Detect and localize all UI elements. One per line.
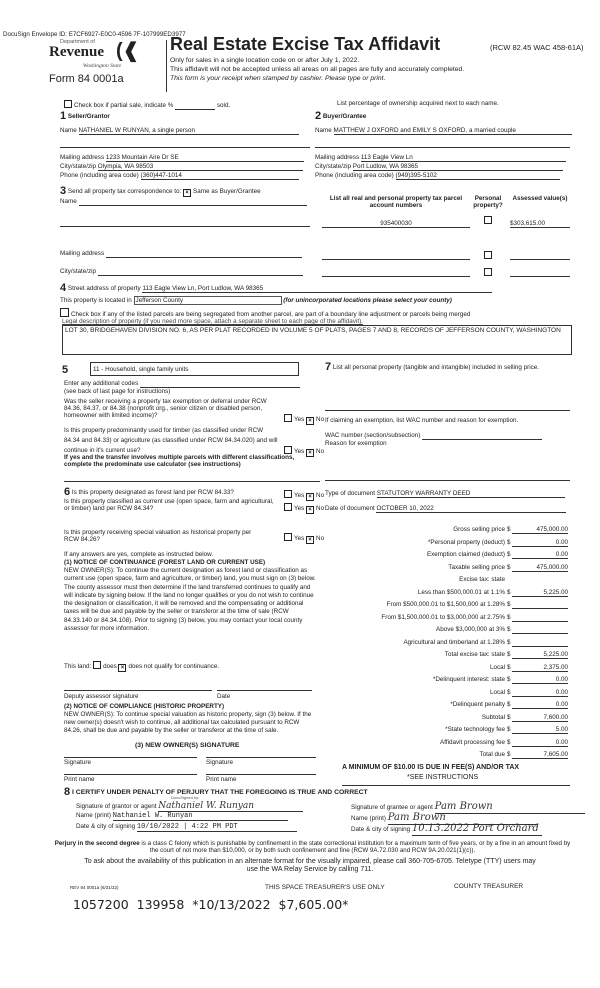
segregated-checkbox[interactable] xyxy=(60,308,69,317)
see-instructions: *SEE INSTRUCTIONS xyxy=(407,774,479,781)
legal-description-text: LOT 30, BRIDGEHAVEN DIVISION NO. 6, AS PER PLAT RECORDED IN VOLUME 5 OF PLATS, PAGES 7 AND 8, RECORDS OF JEFFERSON COUNTY, WASHINGTON xyxy=(65,327,561,334)
same-as-buyer-checkbox[interactable]: × xyxy=(183,189,191,197)
sec3-mail-field[interactable] xyxy=(106,250,302,258)
minimum-divider xyxy=(342,785,570,786)
forest-question: 6 Is this property designated as forest land per RCW 84.33? xyxy=(64,486,234,498)
tax-row-value[interactable] xyxy=(512,601,568,609)
county-treasurer-label: COUNTY TREASURER xyxy=(454,883,524,890)
personal-property-label: 7 List all personal property (tangible and intangible) included in selling price. xyxy=(325,361,540,373)
dept-label: Department of xyxy=(60,39,95,45)
grantor-date-field[interactable]: 10/10/2022 | 4:22 PM PDT xyxy=(137,823,297,832)
current-use-no-checkbox[interactable]: × xyxy=(306,506,314,514)
tax-row-value[interactable]: 5,225.00 xyxy=(512,589,568,597)
grantee-name-field[interactable]: Pam Brown xyxy=(388,812,538,825)
buyer-phone-row: Phone (including area code) (949)395-5102 xyxy=(315,172,560,180)
tax-row-value[interactable]: 0.00 xyxy=(512,676,568,684)
grantee-signature-row: Signature of grantee or agent Pam Brown xyxy=(351,801,585,814)
signature-label-1: Signature xyxy=(64,759,91,766)
exemption-yes-no: Yes × No xyxy=(284,414,324,425)
buyer-city-row: City/state/zip Port Ludlow, WA 98365 xyxy=(315,163,563,171)
notice-compliance-title: (2) NOTICE OF COMPLIANCE (HISTORIC PROPERTY) xyxy=(64,703,225,710)
perjury-notice: Perjury in the second degree is a class C felony which is punishable by confinement in the state correctional institution for a maximum term of five years, or by a fine in an amount fixed by the court of not more than $10,000, or by both such confinement and fine (RCW 9A.72.030 and RCW 9A.20.021(1)(c)). xyxy=(54,840,571,855)
grantor-date-row: Date & city of signing 10/10/2022 | 4:22 PM PDT xyxy=(76,823,297,832)
header-line-1: Only for sales in a single location code on or after July 1, 2022. xyxy=(170,57,360,64)
docusigned-label: DocuSigned by: xyxy=(171,795,200,800)
tax-row-value[interactable]: 475,000.00 xyxy=(512,526,568,534)
seller-city-row: City/state/zip Olympia, WA 98503 xyxy=(60,163,303,171)
logo-mark-icon: (❰ xyxy=(116,40,140,62)
revision-label: REV 84 0001a (6/31/22) xyxy=(70,885,119,890)
historical-no-checkbox[interactable]: × xyxy=(306,536,314,544)
currency-symbol: $ xyxy=(507,751,511,758)
additional-codes-row: Enter any additional codes xyxy=(64,380,300,388)
partial-percent-field[interactable] xyxy=(175,102,215,110)
seller-phone-row: Phone (including area code) (360)447-1014 xyxy=(60,172,299,180)
ownership-note: List percentage of ownership acquired next to each name. xyxy=(337,100,499,107)
tax-row-value[interactable]: 0.00 xyxy=(512,689,568,697)
current-use-question: Is this property classified as current use (open space, farm and agricultural, or timber) land per RCW 84.34? xyxy=(64,498,274,513)
segregated-row: Check box if any of the listed parcels are being segregated from another parcel, are part of a boundary line adjustment or parcels being merged xyxy=(60,308,470,318)
rcw-reference: (RCW 82.45 WAC 458-61A) xyxy=(490,43,584,52)
certify-statement: 8 I CERTIFY UNDER PENALTY OF PERJURY THAT THE FOREGOING IS TRUE AND CORRECT xyxy=(64,786,368,798)
forest-no-checkbox[interactable]: × xyxy=(306,493,314,501)
grantee-date-field[interactable]: 10.13.2022 Port Orchard xyxy=(412,823,542,836)
tax-row-label: Agricultural and timberland at 1.28% xyxy=(403,638,505,646)
tax-row-value[interactable]: 0.00 xyxy=(512,551,568,559)
historical-yes-checkbox[interactable] xyxy=(284,533,292,541)
buyer-name-field[interactable]: MATTHEW J OXFORD and EMILY S OXFORD, a married couple xyxy=(334,127,572,135)
sec3-city-row: City/state/zip xyxy=(60,268,303,276)
partial-label: Check box if partial sale, indicate % xyxy=(74,102,174,109)
partial-sale-checkbox[interactable] xyxy=(64,100,72,108)
exemption-claim-label: If claiming an exemption, list WAC number and reason for exemption. xyxy=(325,417,519,424)
tax-row-label: From $500,000.01 to $1,500,000 at 1.28% xyxy=(386,601,505,608)
tax-row-value[interactable]: 0.00 xyxy=(512,539,568,547)
currency-symbol: $ xyxy=(507,626,511,633)
header-line-2: This affidavit will not be accepted unless all areas on all pages are fully and accurately completed. xyxy=(170,66,465,73)
land-use-select[interactable] xyxy=(90,362,299,376)
seller-city-field[interactable]: Olympia, WA 98503 xyxy=(98,163,303,171)
currency-symbol: $ xyxy=(507,538,511,546)
tax-row-label: *State technology fee xyxy=(445,726,505,733)
assessed-value-header: Assessed value(s) xyxy=(512,195,568,202)
currency-symbol: $ xyxy=(507,563,511,571)
does-checkbox[interactable] xyxy=(93,661,101,669)
currency-symbol: $ xyxy=(507,613,511,621)
treasurer-use-label: THIS SPACE TREASURER'S USE ONLY xyxy=(265,884,385,891)
seller-phone-field[interactable]: (360)447-1014 xyxy=(141,172,299,180)
street-address-field[interactable]: 113 Eagle View Ln, Port Ludlow, WA 98365 xyxy=(142,285,492,293)
historical-yes-no: Yes × No xyxy=(284,533,324,544)
current-use-yes-checkbox[interactable] xyxy=(284,503,292,511)
currency-symbol: $ xyxy=(507,713,511,721)
tax-row-label: Gross selling price xyxy=(453,526,505,533)
historical-question: Is this property receiving special valuation as historical property per RCW 84.26? xyxy=(64,529,252,544)
legal-description-field[interactable] xyxy=(62,325,572,355)
currency-symbol: $ xyxy=(507,738,511,746)
grantor-name-row: Name (print) Nathaniel W. Runyan xyxy=(76,812,288,821)
print-name-label-1: Print name xyxy=(64,776,95,783)
tax-row-value[interactable] xyxy=(512,614,568,622)
seller-name-row: Name NATHANIEL W RUNYAN, a single person xyxy=(60,127,299,135)
currency-symbol: $ xyxy=(507,663,511,671)
timber-yes-checkbox[interactable] xyxy=(284,446,292,454)
currency-symbol: $ xyxy=(507,551,511,558)
print-name-label-2: Print name xyxy=(206,776,237,783)
buyer-phone-field[interactable]: (949)395-5102 xyxy=(396,172,560,180)
reason-label: Reason for exemption xyxy=(325,440,387,447)
value-line-2 xyxy=(510,259,570,260)
sec3-city-field[interactable] xyxy=(98,268,303,276)
tax-row-label: Affidavit processing fee xyxy=(440,738,505,746)
tax-row-label: Exemption claimed (deduct) xyxy=(426,551,505,558)
currency-symbol: $ xyxy=(507,688,511,696)
buyer-mail-row: Mailing address 113 Eagle View Ln xyxy=(315,154,566,162)
assessed-value-field[interactable]: $303,615.00 xyxy=(510,220,570,228)
additional-codes-field[interactable] xyxy=(140,380,300,388)
grantee-signature[interactable]: Pam Brown xyxy=(435,801,585,814)
sec3-name-row: Name xyxy=(60,198,307,206)
seller-mail-field[interactable]: 1233 Mountain Aire Dr SE xyxy=(106,154,304,162)
signature-label-2: Signature xyxy=(206,759,233,766)
currency-symbol: $ xyxy=(507,676,511,683)
cashier-stamp: 1057200 139958 *10/13/2022 $7,605.00* xyxy=(73,897,349,912)
parcel-line-2 xyxy=(322,259,470,260)
seller-name-line2 xyxy=(60,147,310,148)
grantee-name-row: Name (print) Pam Brown xyxy=(351,812,538,825)
tax-row-value[interactable]: 2,375.00 xyxy=(512,664,568,672)
doc-date-field[interactable]: OCTOBER 10, 2022 xyxy=(376,505,566,513)
predominate-use-note: If yes and the transfer involves multiple parcels with different classifications, complete the predominate use calculator (see instructions) xyxy=(64,454,295,469)
grantee-date-row: Date & city of signing 10.13.2022 Port Orchard xyxy=(351,823,542,836)
print-name-line-1[interactable] xyxy=(64,774,197,775)
header-divider xyxy=(166,40,167,92)
tax-row-label: Taxable selling price xyxy=(448,563,505,571)
tax-row-value[interactable]: 0.00 xyxy=(512,739,568,747)
exemption-yes-checkbox[interactable] xyxy=(284,414,292,422)
page-title: Real Estate Excise Tax Affidavit xyxy=(170,34,441,54)
seller-heading: 1 Seller/Grantor xyxy=(60,110,110,122)
legal-description-label: Legal description of property (if you need more space, attach a separate sheet to each page of the affidavit). xyxy=(62,318,363,325)
personal-property-header: Personal property? xyxy=(473,195,503,210)
grantor-name-field[interactable]: Nathaniel W. Runyan xyxy=(113,812,288,821)
tax-row-label: Above $3,000,000 at 3% xyxy=(436,626,505,633)
sec3-name-field[interactable] xyxy=(79,198,307,206)
parcel-line-3 xyxy=(322,276,470,277)
new-owner-signature-title: (3) NEW OWNER(S) SIGNATURE xyxy=(135,742,240,749)
currency-symbol: $ xyxy=(507,638,511,646)
minimum-due-note: A MINIMUM OF $10.00 IS DUE IN FEE(S) AND/OR TAX xyxy=(342,764,520,771)
seller-mail-row: Mailing address 1233 Mountain Aire Dr SE xyxy=(60,154,304,162)
wac-row: WAC number (section/subsection) xyxy=(325,432,542,440)
if-any-yes: If any answers are yes, complete as instructed below. xyxy=(64,551,214,558)
owner-signature-line-1[interactable] xyxy=(64,757,197,758)
buyer-mail-field[interactable]: 113 Eagle View Ln xyxy=(361,154,566,162)
buyer-name-row: Name MATTHEW J OXFORD and EMILY S OXFORD, a married couple xyxy=(315,127,572,135)
county-row: This property is located in Jefferson County (for unincorporated locations please select your county) xyxy=(60,297,452,304)
tax-row-label: From $1,500,000.01 to $3,000,000 at 2.75% xyxy=(381,613,505,621)
doc-type-row: Type of document STATUTORY WARRANTY DEED xyxy=(325,490,565,498)
parcel-number-field[interactable]: 935400030 xyxy=(322,220,470,228)
sec5-divider xyxy=(64,481,320,482)
buyer-heading: 2 Buyer/Grantee xyxy=(315,110,367,122)
county-select[interactable]: Jefferson County xyxy=(134,296,282,305)
doc-type-field[interactable]: STATUTORY WARRANTY DEED xyxy=(377,490,565,498)
timber-question: Is this property predominantly used for timber (as classified under RCW 84.34 and 84.33) or agriculture (as classified under RCW 84.34.020) and will continue in it's current use? xyxy=(64,427,278,455)
sec3-mail-row: Mailing address xyxy=(60,250,302,258)
tax-row-label: Local xyxy=(489,663,505,671)
tax-row-label: Subtotal xyxy=(481,713,505,721)
sec5-number: 5 xyxy=(62,364,69,376)
header-line-3: This form is your receipt when stamped by cashier. Please type or print. xyxy=(170,75,386,82)
street-address-row: 4 Street address of property 113 Eagle View Ln, Port Ludlow, WA 98365 xyxy=(60,282,492,295)
tax-row-label: Local xyxy=(489,688,505,696)
partial-sale-row xyxy=(64,100,230,110)
tax-row-value[interactable]: 475,000.00 xyxy=(512,564,568,572)
tax-row-value[interactable] xyxy=(512,639,568,647)
personal-property-checkbox-2[interactable] xyxy=(484,251,494,260)
tax-row-value[interactable] xyxy=(512,626,568,634)
tax-row-label: Total due xyxy=(479,751,505,758)
grantor-signature[interactable]: Nathaniel W. Runyan xyxy=(158,801,303,812)
tax-row-value[interactable]: 7,605.00 xyxy=(512,751,568,759)
personal-property-checkbox-3[interactable] xyxy=(484,268,494,277)
personal-property-checkbox[interactable] xyxy=(484,216,494,225)
forest-yes-no: Yes × No xyxy=(284,490,324,501)
tax-row-label: Excise tax: state xyxy=(459,576,505,583)
does-not-checkbox[interactable]: × xyxy=(118,664,126,672)
notice-continuance-title: (1) NOTICE OF CONTINUANCE (FOREST LAND OR CURRENT USE) xyxy=(64,559,266,566)
tax-row-label: Total excise tax: state xyxy=(444,651,505,658)
notice-compliance-text: NEW OWNER(S): To continue special valuation as historic property, sign (3) below. If the new owner(s) doesn't wish to continue, all additional tax calculated pursuant to RCW 84.26, shall be due and payable by the seller or transferor at the time of sale. xyxy=(64,711,312,735)
tax-row-label: *Delinquent interest: state xyxy=(432,676,505,683)
currency-symbol: $ xyxy=(507,651,511,658)
exemption-question: Was the seller receiving a property tax exemption or deferral under RCW 84.36, 84.37, or 84.38 (nonprofit org., senior citizen or disabled person, homeowner with limited income)? xyxy=(64,398,267,420)
codes-note: (see back of last page for instructions) xyxy=(64,388,171,395)
print-name-line-2[interactable] xyxy=(206,774,316,775)
deputy-signature-line[interactable] xyxy=(64,690,212,691)
sec3-heading: 3 Send all property tax correspondence to: × Same as Buyer/Grantee xyxy=(60,185,261,197)
wac-number-field[interactable] xyxy=(422,432,542,440)
deputy-date-label: Date xyxy=(217,693,231,700)
sec3-line xyxy=(60,226,310,227)
value-line-3 xyxy=(510,276,570,277)
tax-row-value[interactable]: 0.00 xyxy=(512,701,568,709)
form-number: Form 84 0001a xyxy=(49,73,124,85)
seller-name-field[interactable]: NATHANIEL W RUNYAN, a single person xyxy=(79,127,299,135)
land-qualify-row: This land: does × does not qualify for continuance. xyxy=(64,663,220,671)
forest-yes-checkbox[interactable] xyxy=(284,490,292,498)
tax-row-label: Less than $500,000.01 at 1.1% xyxy=(417,588,505,596)
alternate-format-notice: To ask about the availability of this publication in an alternate format for the visually impaired, please call 360-705-6705. Teletype (TTY) users may use the WA Relay Service by calling 711. xyxy=(84,858,536,874)
state-label: Washington State xyxy=(83,63,122,69)
timber-yes-no: Yes × No xyxy=(284,446,324,457)
docusign-envelope-id: DocuSign Envelope ID: E7CF6927-E0C0-4596 7F-107999ED3977 xyxy=(3,31,186,38)
exemption-no-checkbox[interactable]: × xyxy=(306,417,314,425)
revenue-logo: Revenue xyxy=(49,44,104,60)
current-use-yes-no: Yes × No xyxy=(284,503,324,514)
tax-row-value[interactable]: 5,225.00 xyxy=(512,651,568,659)
buyer-city-field[interactable]: Port Ludlow, WA 98365 xyxy=(353,163,563,171)
reason-line[interactable] xyxy=(325,480,570,481)
parcel-header: List all real and personal property tax parcel account numbers xyxy=(329,195,463,210)
currency-symbol: $ xyxy=(507,588,511,596)
buyer-name-line2 xyxy=(315,147,570,148)
currency-symbol: $ xyxy=(507,526,511,533)
tax-row-label: *Personal property (deduct) xyxy=(427,538,505,546)
timber-no-checkbox[interactable]: × xyxy=(306,449,314,457)
grantor-signature-row: Signature of grantor or agent Nathaniel W. Runyan xyxy=(76,801,303,812)
deputy-signature-label: Deputy assessor signature xyxy=(64,693,139,700)
currency-symbol: $ xyxy=(507,726,511,733)
personal-property-line[interactable] xyxy=(325,410,570,411)
tax-row-label: *Delinquent penalty xyxy=(450,701,505,708)
tax-row-value[interactable]: 7,600.00 xyxy=(512,714,568,722)
tax-row-value[interactable]: 5.00 xyxy=(512,726,568,734)
deputy-date-line[interactable] xyxy=(217,690,312,691)
doc-date-row: Date of document OCTOBER 10, 2022 xyxy=(325,505,566,513)
land-use-value: 11 - Household, single family units xyxy=(93,366,189,373)
owner-signature-line-2[interactable] xyxy=(206,757,316,758)
currency-symbol: $ xyxy=(507,601,511,608)
currency-symbol: $ xyxy=(507,701,511,708)
notice-continuance-text: NEW OWNER(S): To continue the current designation as forest land or classification as current use (open space, farm and agriculture, or timber) land, you must sign on (3) below. The county assessor must then determine if the land transferred continues to qualify and will indicate by signing below. If the land no longer qualifies or you do not wish to continue the designation or classification, it will be removed and the compensating or additional taxes will be due and payable by the seller or transferor at the time of sale (RCW 84.33.140 or 84.34.108). Prior to signing (3) below, you may contact your local county assessor for more information. xyxy=(64,567,316,633)
sold-label: sold. xyxy=(216,102,231,109)
